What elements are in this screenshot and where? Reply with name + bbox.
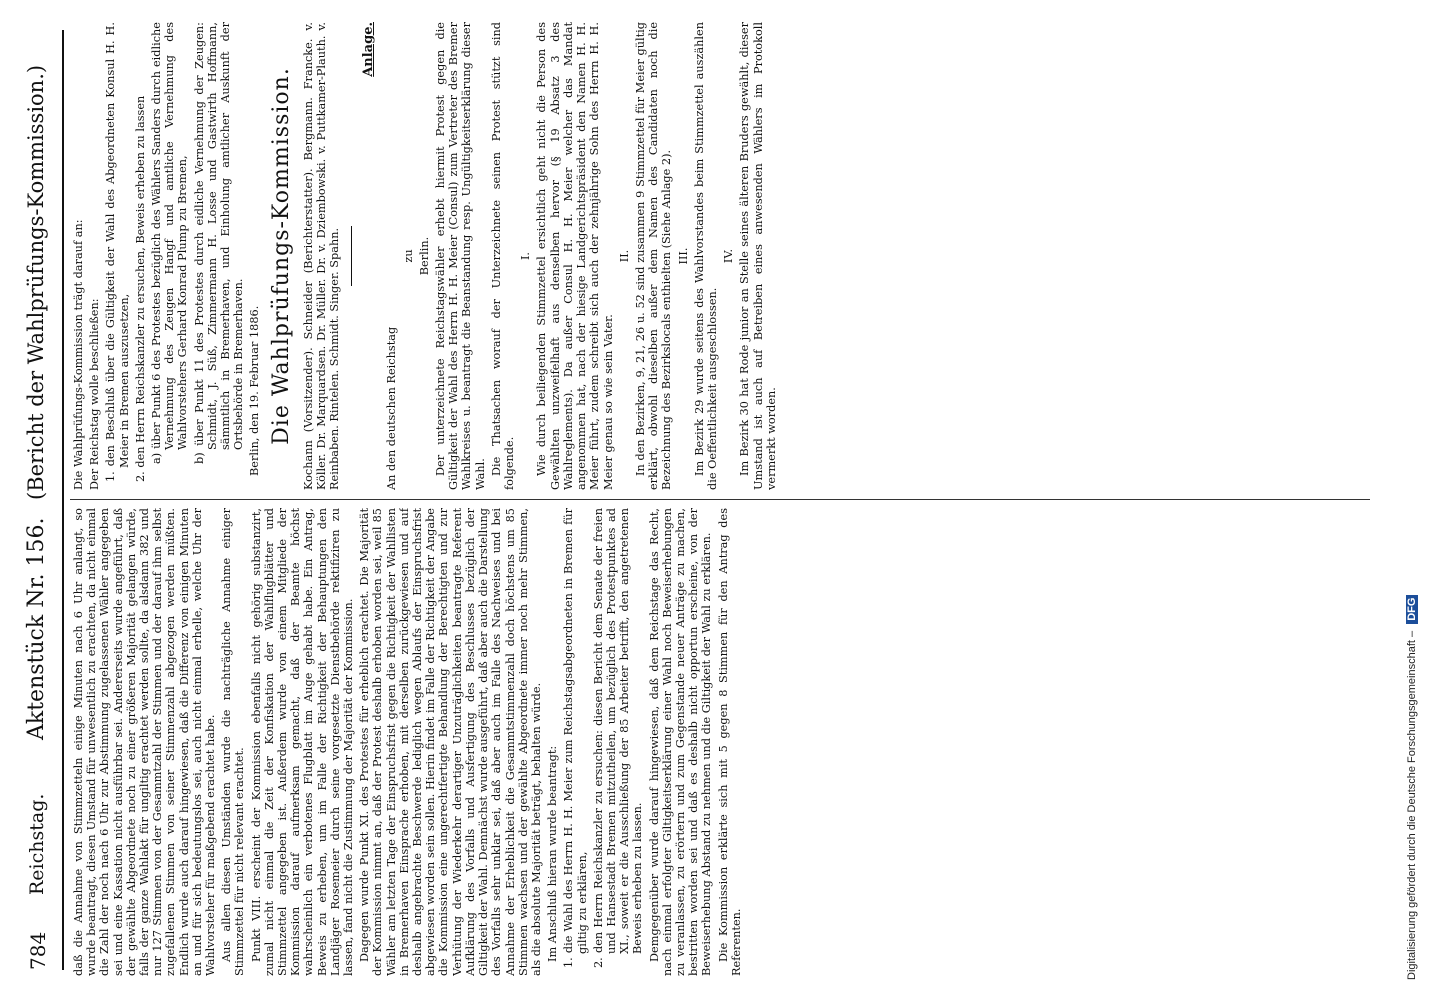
motion-subitem: b) über Punkt 11 des Protestes durch eidliche Vernehmung der Zeugen: Schmidt, J. Süß, Zimmermann H. Losse und Gastwirth Hoffmann, sämmtlich in Bremerhaven, und Einholung amtlicher Auskunft der Ortsbehörde in Bremerhaven. — [192, 22, 246, 464]
commission-title: Die Wahlprüfungs-Kommission. — [268, 67, 294, 445]
digitization-note — [1406, 30, 1426, 980]
motion-intro2: Der Reichstag wolle beschließen: — [88, 298, 102, 490]
page-header — [18, 30, 68, 970]
digitization-text: Digitalisierung gefördert durch die Deutsche Forschungsgemeinschaft – — [1406, 630, 1418, 980]
header-aktenstueck: Aktenstück Nr. 156. — [24, 517, 49, 740]
section-numeral: I. — [519, 251, 533, 261]
header-reichstag: Reichstag. — [26, 793, 48, 895]
motion-item: 2. den Herrn Reichskanzler zu ersuchen, Beweis erheben zu lassen — [133, 95, 147, 482]
left-list-item: 1. die Wahl des Herrn H. H. Meier zum Reichstagsabgeordneten in Bremen für giltig zu erklären, — [562, 508, 589, 968]
address-line: zu — [401, 249, 415, 263]
left-paragraph: Die Kommission erklärte sich mit 5 gegen 8 Stimmen für den Antrag des Referenten. — [716, 508, 743, 976]
right-column — [72, 22, 1382, 490]
date-line: Berlin, den 19. Februar 1886. — [248, 305, 262, 476]
section-numeral: II. — [617, 249, 631, 263]
column-divider — [70, 499, 1370, 500]
page-number: 784 — [26, 931, 50, 970]
section-paragraph: Im Bezirk 29 wurde seitens des Wahlvorstandes beim Stimmzettel auszählen die Oeffentlichkeit ausgeschlossen. — [692, 22, 719, 490]
commission-members: Kochann (Vorsitzender). Schneider (Berichterstatter). Bergmann. Francke. v. Köller. Dr. Marquardsen. Dr. Müller. Dr. v. Dziembowski. v. Puttkamer-Plauth. v. Reinbaben. Rintelen. Schmidt. Singer. Spahn. — [301, 22, 342, 490]
section-paragraph: In den Bezirken, 9, 21, 26 u. 52 sind zusammen 9 Stimmzettel für Meier gültig erklärt, obwohl dieselben außer dem Namen des Candidaten noch die Bezeichnung des Bezirkslocals enthielten (Siehe Anlage 2). — [633, 22, 674, 490]
header-rule — [62, 30, 64, 970]
motion-item: 1. den Beschluß über die Gültigkeit der Wahl des Abgeordneten Konsul H. H. Meier in Bremen auszusetzen, — [104, 22, 131, 482]
left-paragraph: daß die Annahme von Stimmzetteln einige Minuten nach 6 Uhr anlangt, so wurde beantragt, diesen Umstand für unwesentlich zu erachten, da nicht einmal die Zahl der noch nach 6 Uhr zur Abstimmung zugelassenen Wähler angegeben sei und eine Kassation nicht ausführbar sei. Andererseits wurde angeführt, daß der gewählte Abgeordnete noch zu einer größeren Majorität gelangen würde, falls der ganze Wahlakt für ungiltig erachtet werden sollte, da alsdann 382 und nur 127 Stimmen von der Gesammtzahl der Stimmen und der darauf ihm selbst zugefallenen Stimmen von seiner Stimmenzahl abgezogen werden müßten. Endlich wurde auch darauf hingewiesen, daß die Differenz von einigen Minuten an und für sich bedeutungslos sei, auch nicht einmal erhelle, welche Uhr der Wahlvorsteher für maßgebend erachtet habe. — [72, 508, 218, 976]
left-list-item: 2. den Herrn Reichskanzler zu ersuchen: diesen Bericht dem Senate der freien und Hansestadt Bremen mitzutheilen, um bezüglich des Protestpunktes ad XI., soweit er die Ausschließung der 85 Arbeiter betrifft, den angetretenen Beweis erheben zu lassen. — [591, 508, 645, 968]
section-paragraph: Wie durch beiliegenden Stimmzettel ersichtlich geht nicht die Person des Gewählten unzweifelhaft aus denselben hervor (§ 19 Absatz 3 des Wahlreglements). Da außer Consul H. H. Meier welcher das Mandat angenommen hat, nach der hiesige Landgerichtspräsident den Namen H. H. Meier führt, zudem schreibt sich auch der zehnjährige Sohn des Herrn H. H. Meier genau so wie sein Vater. — [535, 22, 615, 490]
left-paragraph: Aus allen diesen Umständen wurde die nachträgliche Annahme einiger Stimmzettel für nicht relevant erachtet. — [220, 508, 247, 976]
separator — [351, 226, 352, 286]
left-column — [72, 508, 1382, 976]
facts-paragraph: Die Thatsachen worauf der Unterzeichnete seinen Protest stützt sind folgende. — [489, 22, 517, 490]
header-bericht: (Bericht der Wahlprüfungs-Kommission.) — [24, 64, 48, 500]
section-numeral: III. — [676, 247, 690, 265]
anlage-heading: Anlage. — [361, 22, 377, 77]
section-numeral: IV. — [722, 248, 736, 264]
motion-intro: Die Wahlprüfungs-Kommission trägt darauf an: — [72, 219, 85, 490]
address-line: An den deutschen Reichstag — [385, 326, 399, 490]
left-paragraph: Demgegenüber wurde darauf hingewiesen, daß dem Reichstage das Recht, nach einmal erfolgter Giltigkeitserklärung einer Wahl noch Beweiserhebungen zu veranlassen, zu erörtern und zum Gegenstande neuer Anträge zu machen, bestritten worden sei und daß es deshalb nicht opportun erscheine, von der Beweiserhebung Abstand zu nehmen und die Giltigkeit der Wahl zu erklären. — [647, 508, 714, 976]
left-paragraph: Punkt VIII. erscheint der Kommission ebenfalls nicht gehörig substanzirt, zumal nicht einmal die Zeit der Konfiskation der Wahlflugblätter und Stimmzettel angegeben ist. Außerdem wurde von einem Mitgliede der Kommission darauf aufmerksam gemacht, daß der Beamte höchst wahrscheinlich ein verbotenes Flugblatt im Auge gehabt habe. Ein Antrag, Beweis zu erheben, um im Falle der Richtigkeit der Behauptungen den Landjäger Rosemeier durch seine vorgesetzte Dienstbehörde rektifiziren zu lassen, fand nicht die Zustimmung der Majorität der Kommission. — [249, 508, 356, 976]
left-paragraph: Dagegen wurde Punkt XI. des Protestes für erheblich erachtet. Die Majorität der Kommission nimmt an, daß der Protest deshalb erhoben worden sei, weil 85 Wähler am letzten Tage der Einspruchsfrist gegen die Richtigkeit der Wahllisten in Bremerhaven Einsprache erhoben, mit derselben zurückgewiesen und auf deshalb angebrachte Beschwerde lediglich wegen Ablaufs der Einspruchsfrist abgewiesen worden sein sollen. Hierin findet im Falle der Richtigkeit der Angabe die Kommission eine ungerechtfertigte Behandlung der Berechtigten und zur Verhütung der Wiederkehr derartiger Unzuträglichkeiten beantragte Referent Aufklärung des Vorfalls und Ausfertigung des Beschlusses bezüglich der Giltigkeit der Wahl. Demnächst wurde ausgeführt, daß aber auch die Darstellung des Vorfalls sehr unklar sei, daß aber auch im Falle des Nachweises und bei Annahme der Erheblichkeit die Gesammtstimmenzahl doch höchstens um 85 Stimmen wachsen und der gewählte Abgeordnete immer noch mehr Stimmen, als die absolute Majorität beträgt, behalten würde. — [358, 508, 543, 976]
motion-subitem: a) über Punkt 6 des Protestes bezüglich des Wählers Sanders durch eidliche Vernehmung des Zeugen Hangf und amtliche Vernehmung des Wahlvorstehers Gerhard Konrad Plump zu Bremen, — [150, 22, 190, 464]
protest-paragraph: Der unterzeichnete Reichstagswähler erhebt hiermit Protest gegen die Gültigkeit der Wahl des Herrn H. H. Meier (Consul) zum Vertreter des Bremer Wahlkreises u. beantragt die Beanstandung resp. Ungültigkeitserklärung dieser Wahl. — [434, 22, 487, 490]
address-line: Berlin. — [417, 236, 431, 276]
dfg-logo: DFG — [1406, 595, 1418, 624]
section-paragraph: Im Bezirk 30 hat Rode junior an Stelle seines älteren Bruders gewählt, dieser Umstand ist auch auf Betreiben eines anwesenden Wählers im Protokoll vermerkt worden. — [738, 22, 778, 490]
left-paragraph: Im Anschluß hieran wurde beantragt: — [546, 745, 560, 962]
